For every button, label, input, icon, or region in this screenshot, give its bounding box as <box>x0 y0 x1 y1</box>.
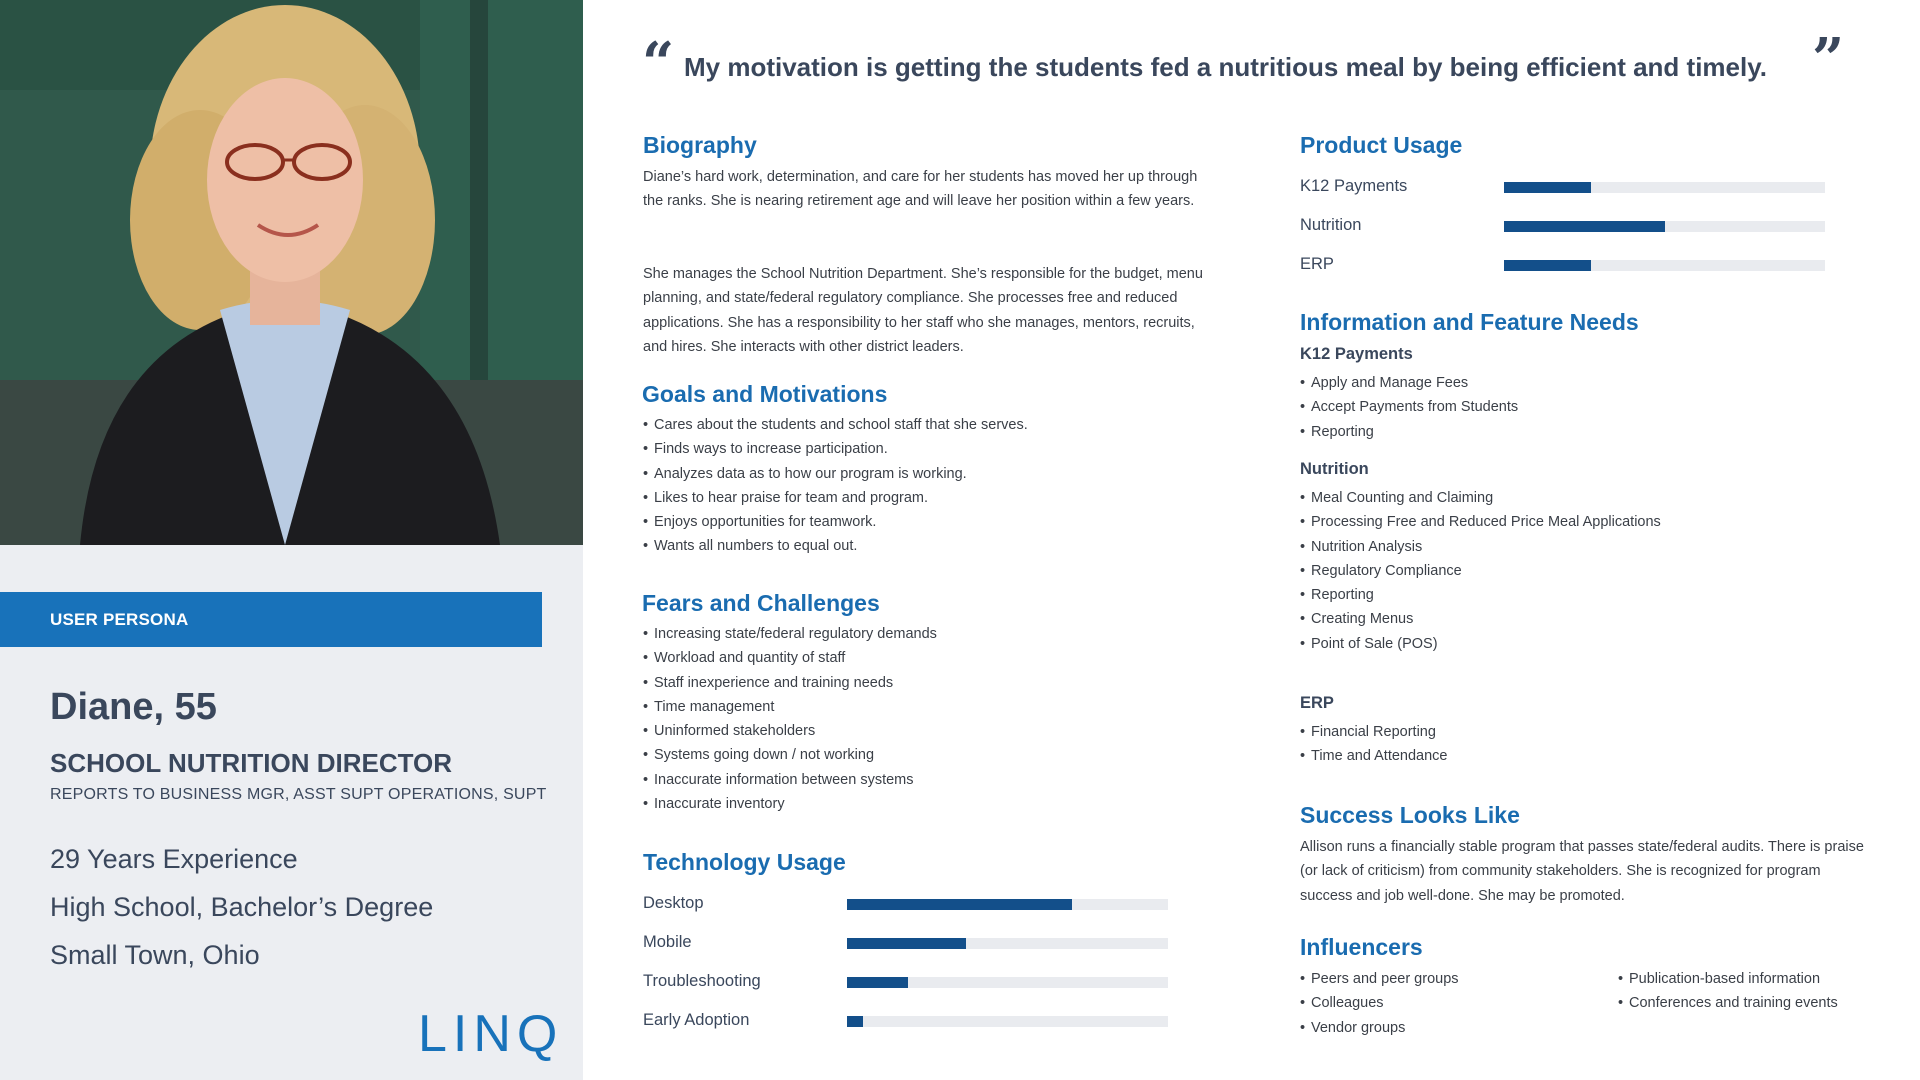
list-item: • Inaccurate information between systems <box>643 768 937 792</box>
bar-label: K12 Payments <box>1300 177 1408 195</box>
persona-banner: USER PERSONA <box>0 592 542 647</box>
list-item: • Time management <box>643 695 937 719</box>
list-item: • Vendor groups <box>1300 1016 1459 1040</box>
persona-role: SCHOOL NUTRITION DIRECTOR <box>50 748 453 778</box>
list-item: • Analyzes data as to how our program is working. <box>643 462 1028 486</box>
bar-track <box>847 1016 1168 1027</box>
fears-list <box>643 622 937 816</box>
tech-bar-mobile <box>643 933 1168 957</box>
biography-paragraph-2: She manages the School Nutrition Department. She’s responsible for the budget, menu planning, and state/federal regulatory compliance. She processes free and reduced applications. She has a responsibility to her staff who she manages, mentors, recruits, and hires. She interacts with other district leaders. <box>643 266 1203 355</box>
persona-name: Diane, 55 <box>50 686 217 728</box>
needs-heading: Information and Feature Needs <box>1300 309 1639 335</box>
needs-list-erp <box>1300 720 1448 769</box>
list-item: • Cares about the students and school staff that she serves. <box>643 413 1028 437</box>
bar-fill <box>847 938 966 949</box>
list-item: • Wants all numbers to equal out. <box>643 534 1028 558</box>
persona-education: High School, Bachelor’s Degree <box>50 892 434 922</box>
list-item: • Accept Payments from Students <box>1300 395 1518 419</box>
bar-label: Early Adoption <box>643 1011 750 1029</box>
bar-track <box>847 938 1168 949</box>
list-item: • Increasing state/federal regulatory demands <box>643 622 937 646</box>
list-item: • Finds ways to increase participation. <box>643 437 1028 461</box>
list-item: • Colleagues <box>1300 991 1459 1015</box>
list-item: • Systems going down / not working <box>643 743 937 767</box>
bar-label: Desktop <box>643 894 704 912</box>
list-item: • Publication-based information <box>1618 967 1838 991</box>
technology-heading: Technology Usage <box>643 849 846 875</box>
tech-bar-troubleshooting <box>643 972 1168 996</box>
biography-paragraph-1: Diane’s hard work, determination, and care for her students has moved her up through the ranks. She is nearing retirement age and will leave her position within a few years. <box>643 169 1198 210</box>
list-item: • Point of Sale (POS) <box>1300 632 1661 656</box>
list-item: • Financial Reporting <box>1300 720 1448 744</box>
persona-sidebar <box>0 0 583 1080</box>
persona-quote: My motivation is getting the students fed a nutritious meal by being efficient and timely. <box>684 52 1767 82</box>
bar-track <box>1504 260 1825 271</box>
list-item: • Uninformed stakeholders <box>643 719 937 743</box>
list-item: • Processing Free and Reduced Price Meal Applications <box>1300 510 1661 534</box>
needs-list-k12-payments <box>1300 371 1518 444</box>
goals-list <box>643 413 1028 559</box>
product-heading: Product Usage <box>1300 132 1463 158</box>
bar-track <box>847 977 1168 988</box>
list-item: • Nutrition Analysis <box>1300 535 1661 559</box>
bar-fill <box>847 899 1072 910</box>
list-item: • Staff inexperience and training needs <box>643 671 937 695</box>
bar-track <box>1504 221 1825 232</box>
bar-fill <box>1504 260 1591 271</box>
product-bar-k12-payments <box>1300 177 1825 201</box>
influencers-heading: Influencers <box>1300 934 1423 960</box>
list-item: • Apply and Manage Fees <box>1300 371 1518 395</box>
needs-group-title-nutrition: Nutrition <box>1300 460 1369 478</box>
tech-bar-early-adoption <box>643 1011 1168 1035</box>
list-item: • Likes to hear praise for team and program. <box>643 486 1028 510</box>
list-item: • Regulatory Compliance <box>1300 559 1661 583</box>
list-item: • Reporting <box>1300 420 1518 444</box>
bar-label: Mobile <box>643 933 692 951</box>
list-item: • Peers and peer groups <box>1300 967 1459 991</box>
bar-label: Troubleshooting <box>643 972 761 990</box>
open-quote-icon: “ <box>642 30 675 96</box>
list-item: • Workload and quantity of staff <box>643 646 937 670</box>
success-heading: Success Looks Like <box>1300 802 1520 828</box>
bar-fill <box>847 977 908 988</box>
persona-reports-to: REPORTS TO BUSINESS MGR, ASST SUPT OPERATIONS, SUPT <box>50 786 547 803</box>
success-text: Allison runs a financially stable program that passes state/federal audits. There is praise (or lack of criticism) from community stakeholders. She is recognized for program success and job well-done. She may be promoted. <box>1300 839 1864 904</box>
list-item: • Time and Attendance <box>1300 744 1448 768</box>
bar-fill <box>847 1016 863 1027</box>
list-item: • Reporting <box>1300 583 1661 607</box>
needs-group-title-erp: ERP <box>1300 694 1334 712</box>
list-item: • Enjoys opportunities for teamwork. <box>643 510 1028 534</box>
needs-list-nutrition <box>1300 486 1661 656</box>
persona-photo <box>0 0 583 545</box>
list-item: • Conferences and training events <box>1618 991 1838 1015</box>
linq-logo: LINQ <box>418 1005 564 1063</box>
bar-fill <box>1504 182 1591 193</box>
list-item: • Inaccurate inventory <box>643 792 937 816</box>
product-bar-erp <box>1300 255 1825 279</box>
influencers-list-right <box>1618 967 1838 1016</box>
biography-heading: Biography <box>643 132 757 158</box>
product-bar-nutrition <box>1300 216 1825 240</box>
goals-heading: Goals and Motivations <box>642 381 888 407</box>
list-item: • Meal Counting and Claiming <box>1300 486 1661 510</box>
close-quote-icon: ” <box>1812 26 1845 92</box>
tech-bar-desktop <box>643 894 1168 918</box>
bar-track <box>847 899 1168 910</box>
needs-group-title-k12-payments: K12 Payments <box>1300 345 1413 363</box>
list-item: • Creating Menus <box>1300 607 1661 631</box>
fears-heading: Fears and Challenges <box>642 590 880 616</box>
persona-experience: 29 Years Experience <box>50 844 298 874</box>
persona-portrait-image <box>0 0 583 545</box>
bar-fill <box>1504 221 1665 232</box>
bar-label: Nutrition <box>1300 216 1362 234</box>
influencers-list-left <box>1300 967 1459 1040</box>
bar-label: ERP <box>1300 255 1334 273</box>
persona-location: Small Town, Ohio <box>50 940 260 970</box>
bar-track <box>1504 182 1825 193</box>
